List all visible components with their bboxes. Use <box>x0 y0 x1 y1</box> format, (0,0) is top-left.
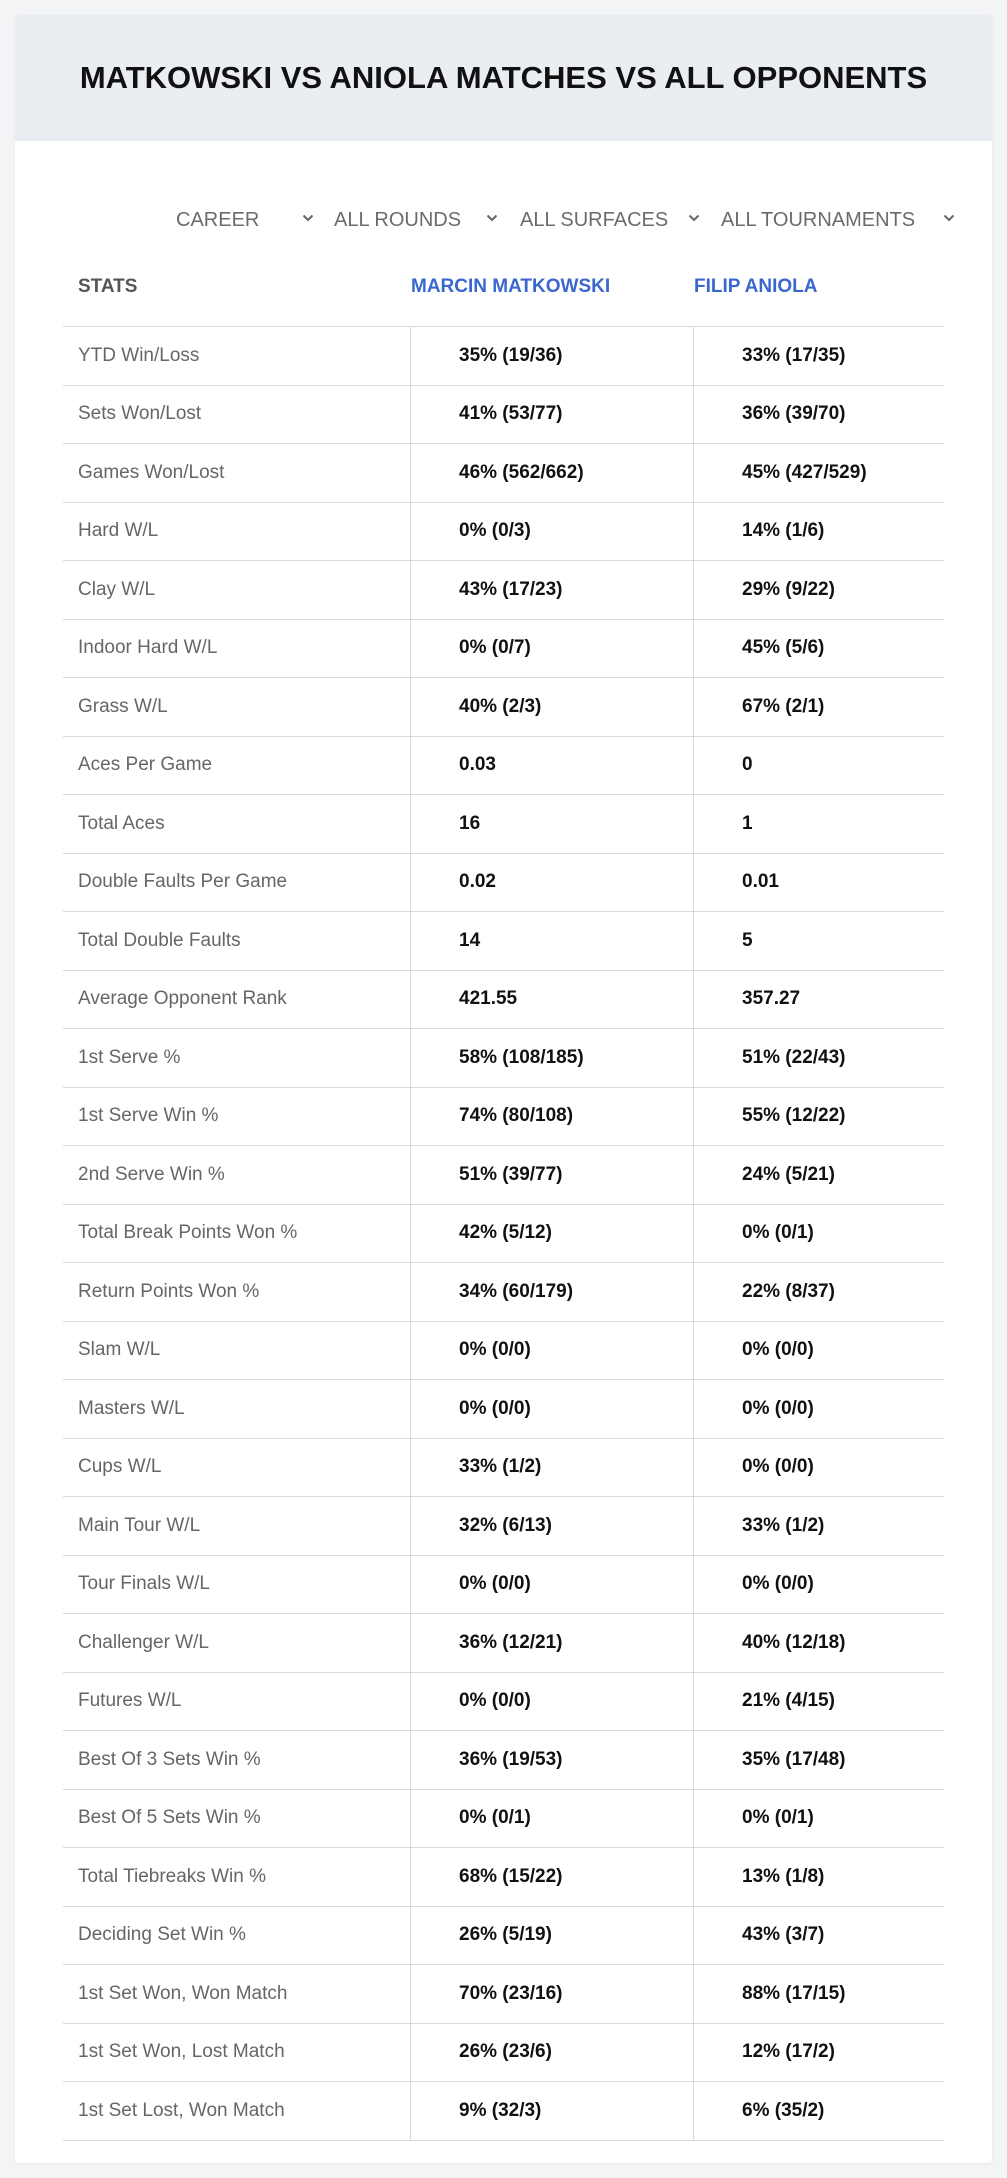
player1-value: 33% (1/2) <box>410 1439 693 1497</box>
player2-value: 33% (17/35) <box>693 327 944 385</box>
player2-value: 0% (0/0) <box>693 1380 944 1438</box>
chevron-down-icon <box>486 212 498 224</box>
player1-value: 35% (19/36) <box>410 327 693 385</box>
player1-link[interactable]: MARCIN MATKOWSKI <box>411 275 611 297</box>
stat-name: Main Tour W/L <box>78 1514 201 1536</box>
player2-value: 0.01 <box>693 854 944 912</box>
player2-value: 0% (0/0) <box>693 1322 944 1380</box>
table-row <box>63 1965 944 2024</box>
player2-value: 12% (17/2) <box>693 2024 944 2082</box>
player2-value: 43% (3/7) <box>693 1907 944 1965</box>
filter-tournaments[interactable] <box>721 185 955 255</box>
page-title: MATKOWSKI VS ANIOLA MATCHES VS ALL OPPONENTS <box>79 60 928 95</box>
filter-bar <box>15 185 992 255</box>
player1-value: 68% (15/22) <box>410 1848 693 1906</box>
player2-value: 45% (427/529) <box>693 444 944 502</box>
player1-value: 58% (108/185) <box>410 1029 693 1087</box>
stat-name: 1st Set Lost, Won Match <box>78 2099 285 2121</box>
player2-value: 13% (1/8) <box>693 1848 944 1906</box>
player1-value: 36% (19/53) <box>410 1731 693 1789</box>
stat-name: Total Aces <box>78 812 165 834</box>
stat-name: Sets Won/Lost <box>78 403 202 425</box>
player2-value: 14% (1/6) <box>693 503 944 561</box>
player2-value: 5 <box>693 912 944 970</box>
table-row <box>63 1029 944 1088</box>
stat-name: Tour Finals W/L <box>78 1573 210 1595</box>
player1-value: 0% (0/0) <box>410 1673 693 1731</box>
table-row <box>63 444 944 503</box>
player2-value: 35% (17/48) <box>693 1731 944 1789</box>
stat-name: 1st Serve Win % <box>78 1105 219 1127</box>
chevron-down-icon <box>943 212 955 224</box>
player1-value: 51% (39/77) <box>410 1146 693 1204</box>
stat-name: Total Tiebreaks Win % <box>78 1865 266 1887</box>
stat-name: Best Of 5 Sets Win % <box>78 1807 261 1829</box>
stat-name: Double Faults Per Game <box>78 871 288 893</box>
stat-name: Challenger W/L <box>78 1631 209 1653</box>
player2-value: 0% (0/1) <box>693 1790 944 1848</box>
stat-name: Total Double Faults <box>78 929 241 951</box>
filter-surfaces[interactable] <box>520 185 700 255</box>
table-row <box>63 1322 944 1381</box>
stat-name: Futures W/L <box>78 1690 182 1712</box>
table-row <box>63 678 944 737</box>
table-row <box>63 1848 944 1907</box>
stat-name: Slam W/L <box>78 1339 161 1361</box>
player2-link[interactable]: FILIP ANIOLA <box>694 275 818 297</box>
player1-value: 36% (12/21) <box>410 1614 693 1672</box>
player1-value: 70% (23/16) <box>410 1965 693 2023</box>
filter-label: ALL ROUNDS <box>334 208 462 231</box>
stats-column-header: STATS <box>78 275 138 297</box>
table-row <box>63 1790 944 1849</box>
player1-value: 42% (5/12) <box>410 1205 693 1263</box>
table-header <box>63 247 944 327</box>
player1-value: 0% (0/0) <box>410 1380 693 1438</box>
player1-value: 43% (17/23) <box>410 561 693 619</box>
stat-name: Clay W/L <box>78 578 156 600</box>
table-row <box>63 1614 944 1673</box>
player1-value: 32% (6/13) <box>410 1497 693 1555</box>
stat-name: 1st Set Won, Lost Match <box>78 2041 285 2063</box>
player2-value: 0% (0/1) <box>693 1205 944 1263</box>
filter-label: CAREER <box>176 208 260 231</box>
player2-value: 51% (22/43) <box>693 1029 944 1087</box>
player1-value: 16 <box>410 795 693 853</box>
table-row <box>63 2082 944 2141</box>
stat-name: 1st Set Won, Won Match <box>78 1982 288 2004</box>
player2-value: 6% (35/2) <box>693 2082 944 2140</box>
stat-name: Indoor Hard W/L <box>78 637 218 659</box>
player2-value: 29% (9/22) <box>693 561 944 619</box>
player1-value: 0% (0/3) <box>410 503 693 561</box>
table-row <box>63 912 944 971</box>
stat-name: 2nd Serve Win % <box>78 1163 225 1185</box>
player2-value: 67% (2/1) <box>693 678 944 736</box>
player2-value: 357.27 <box>693 971 944 1029</box>
player1-value: 26% (23/6) <box>410 2024 693 2082</box>
player1-value: 0% (0/0) <box>410 1556 693 1614</box>
player2-value: 22% (8/37) <box>693 1263 944 1321</box>
player2-value: 88% (17/15) <box>693 1965 944 2023</box>
stat-name: Grass W/L <box>78 695 168 717</box>
table-row <box>63 1205 944 1264</box>
player1-value: 0.03 <box>410 737 693 795</box>
table-row <box>63 327 944 386</box>
table-row <box>63 1439 944 1498</box>
table-body <box>63 327 944 2141</box>
table-row <box>63 1088 944 1147</box>
table-row <box>63 1731 944 1790</box>
stat-name: YTD Win/Loss <box>78 344 200 366</box>
chevron-down-icon <box>302 212 314 224</box>
table-row <box>63 1556 944 1615</box>
card-header <box>15 15 992 141</box>
table-row <box>63 737 944 796</box>
table-row <box>63 620 944 679</box>
player2-value: 0% (0/0) <box>693 1439 944 1497</box>
player1-value: 26% (5/19) <box>410 1907 693 1965</box>
player2-value: 40% (12/18) <box>693 1614 944 1672</box>
stat-name: Cups W/L <box>78 1456 162 1478</box>
player1-value: 46% (562/662) <box>410 444 693 502</box>
player2-value: 33% (1/2) <box>693 1497 944 1555</box>
player1-value: 41% (53/77) <box>410 386 693 444</box>
chevron-down-icon <box>688 212 700 224</box>
player1-value: 0% (0/7) <box>410 620 693 678</box>
table-row <box>63 1673 944 1732</box>
table-row <box>63 503 944 562</box>
filter-label: ALL SURFACES <box>520 208 669 231</box>
player2-value: 55% (12/22) <box>693 1088 944 1146</box>
table-row <box>63 2024 944 2083</box>
table-row <box>63 1263 944 1322</box>
player2-value: 24% (5/21) <box>693 1146 944 1204</box>
player1-value: 34% (60/179) <box>410 1263 693 1321</box>
player1-value: 74% (80/108) <box>410 1088 693 1146</box>
stats-table <box>63 247 944 2141</box>
filter-label: ALL TOURNAMENTS <box>721 208 916 231</box>
table-row <box>63 854 944 913</box>
stat-name: Aces Per Game <box>78 754 213 776</box>
table-row <box>63 561 944 620</box>
stat-name: Average Opponent Rank <box>78 988 287 1010</box>
table-row <box>63 1380 944 1439</box>
player2-value: 36% (39/70) <box>693 386 944 444</box>
stat-name: Deciding Set Win % <box>78 1924 246 1946</box>
table-row <box>63 795 944 854</box>
player1-value: 40% (2/3) <box>410 678 693 736</box>
filter-career[interactable] <box>176 185 314 255</box>
stat-name: 1st Serve % <box>78 1046 181 1068</box>
player1-value: 0% (0/1) <box>410 1790 693 1848</box>
player1-value: 14 <box>410 912 693 970</box>
stat-name: Games Won/Lost <box>78 461 225 483</box>
stat-name: Total Break Points Won % <box>78 1222 298 1244</box>
stats-card <box>15 15 992 2163</box>
table-row <box>63 1907 944 1966</box>
table-row <box>63 1146 944 1205</box>
player2-value: 1 <box>693 795 944 853</box>
player2-value: 45% (5/6) <box>693 620 944 678</box>
stat-name: Hard W/L <box>78 520 159 542</box>
table-row <box>63 386 944 445</box>
player1-value: 0% (0/0) <box>410 1322 693 1380</box>
player1-value: 0.02 <box>410 854 693 912</box>
table-row <box>63 971 944 1030</box>
stat-name: Return Points Won % <box>78 1280 260 1302</box>
table-row <box>63 1497 944 1556</box>
player2-value: 0% (0/0) <box>693 1556 944 1614</box>
player2-value: 0 <box>693 737 944 795</box>
player1-value: 421.55 <box>410 971 693 1029</box>
stat-name: Best Of 3 Sets Win % <box>78 1748 261 1770</box>
stat-name: Masters W/L <box>78 1397 185 1419</box>
player1-value: 9% (32/3) <box>410 2082 693 2140</box>
filter-rounds[interactable] <box>334 185 498 255</box>
player2-value: 21% (4/15) <box>693 1673 944 1731</box>
